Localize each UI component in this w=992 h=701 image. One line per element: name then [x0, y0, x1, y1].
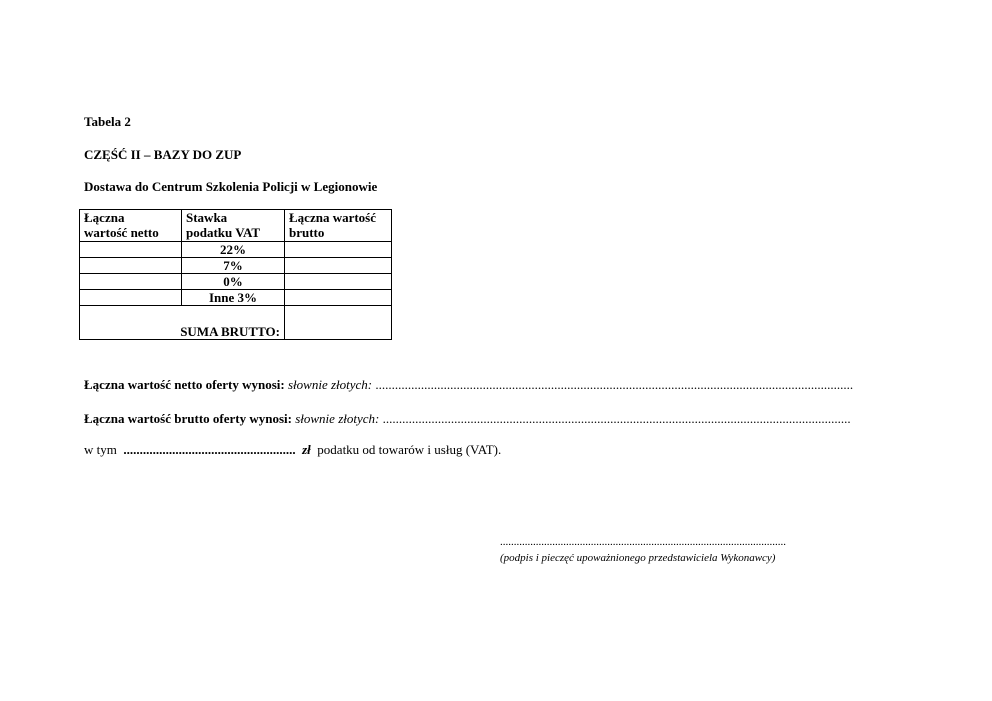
- vat-table: [79, 209, 392, 340]
- vat-rate-cell: 7%: [182, 258, 285, 274]
- brutto-cell[interactable]: [285, 242, 392, 258]
- vat-amount-line: [84, 442, 501, 458]
- vat-suffix: podatku od towarów i usług (VAT).: [317, 442, 502, 457]
- sum-brutto-label: SUMA BRUTTO:: [80, 306, 285, 340]
- netto-words-field[interactable]: ...................................................................................................................................................: [375, 377, 854, 392]
- vat-prefix: w tym: [84, 442, 117, 457]
- table-row: [80, 258, 392, 274]
- brutto-total-line: [84, 411, 851, 427]
- header-vat-rate-line1: Stawka: [186, 210, 228, 225]
- sum-brutto-cell[interactable]: [285, 306, 392, 340]
- vat-rate-cell: Inne 3%: [182, 290, 285, 306]
- header-brutto-line1: Łączna wartość: [289, 210, 377, 225]
- netto-cell[interactable]: [80, 258, 182, 274]
- header-netto-line2: wartość netto: [84, 225, 159, 240]
- vat-rate-cell: 22%: [182, 242, 285, 258]
- vat-table-header-row: [80, 210, 392, 242]
- brutto-total-label: Łączna wartość brutto oferty wynosi:: [84, 411, 292, 426]
- netto-total-line: [84, 377, 853, 393]
- table-row: [80, 290, 392, 306]
- brutto-cell[interactable]: [285, 290, 392, 306]
- brutto-words-label: słownie złotych:: [295, 411, 380, 426]
- brutto-cell[interactable]: [285, 274, 392, 290]
- vat-amount-field[interactable]: .....................................................: [123, 442, 296, 457]
- header-brutto: [285, 210, 392, 242]
- netto-cell[interactable]: [80, 242, 182, 258]
- signature-field[interactable]: ........................................................................................................: [500, 536, 786, 548]
- netto-words-label: słownie złotych:: [287, 377, 373, 392]
- netto-cell[interactable]: [80, 290, 182, 306]
- delivery-title: Dostawa do Centrum Szkolenia Policji w Legionowie: [84, 179, 378, 194]
- brutto-cell[interactable]: [285, 258, 392, 274]
- netto-cell[interactable]: [80, 274, 182, 290]
- header-brutto-line2: brutto: [289, 225, 325, 240]
- table-label: Tabela 2: [84, 114, 131, 129]
- header-vat-rate: [182, 210, 285, 242]
- sum-row: [80, 306, 392, 340]
- table-row: [80, 242, 392, 258]
- section-title: CZĘŚĆ II – BAZY DO ZUP: [84, 147, 242, 162]
- vat-rate-cell: 0%: [182, 274, 285, 290]
- header-netto-line1: Łączna: [84, 210, 125, 225]
- header-vat-rate-line2: podatku VAT: [186, 225, 261, 240]
- header-netto: [80, 210, 182, 242]
- signature-caption: (podpis i pieczęć upoważnionego przedstawiciela Wykonawcy): [500, 552, 776, 564]
- table-row: [80, 274, 392, 290]
- vat-currency: zł: [302, 442, 311, 457]
- brutto-words-field[interactable]: ................................................................................................................................................: [382, 411, 851, 426]
- netto-total-label: Łączna wartość netto oferty wynosi:: [84, 377, 285, 392]
